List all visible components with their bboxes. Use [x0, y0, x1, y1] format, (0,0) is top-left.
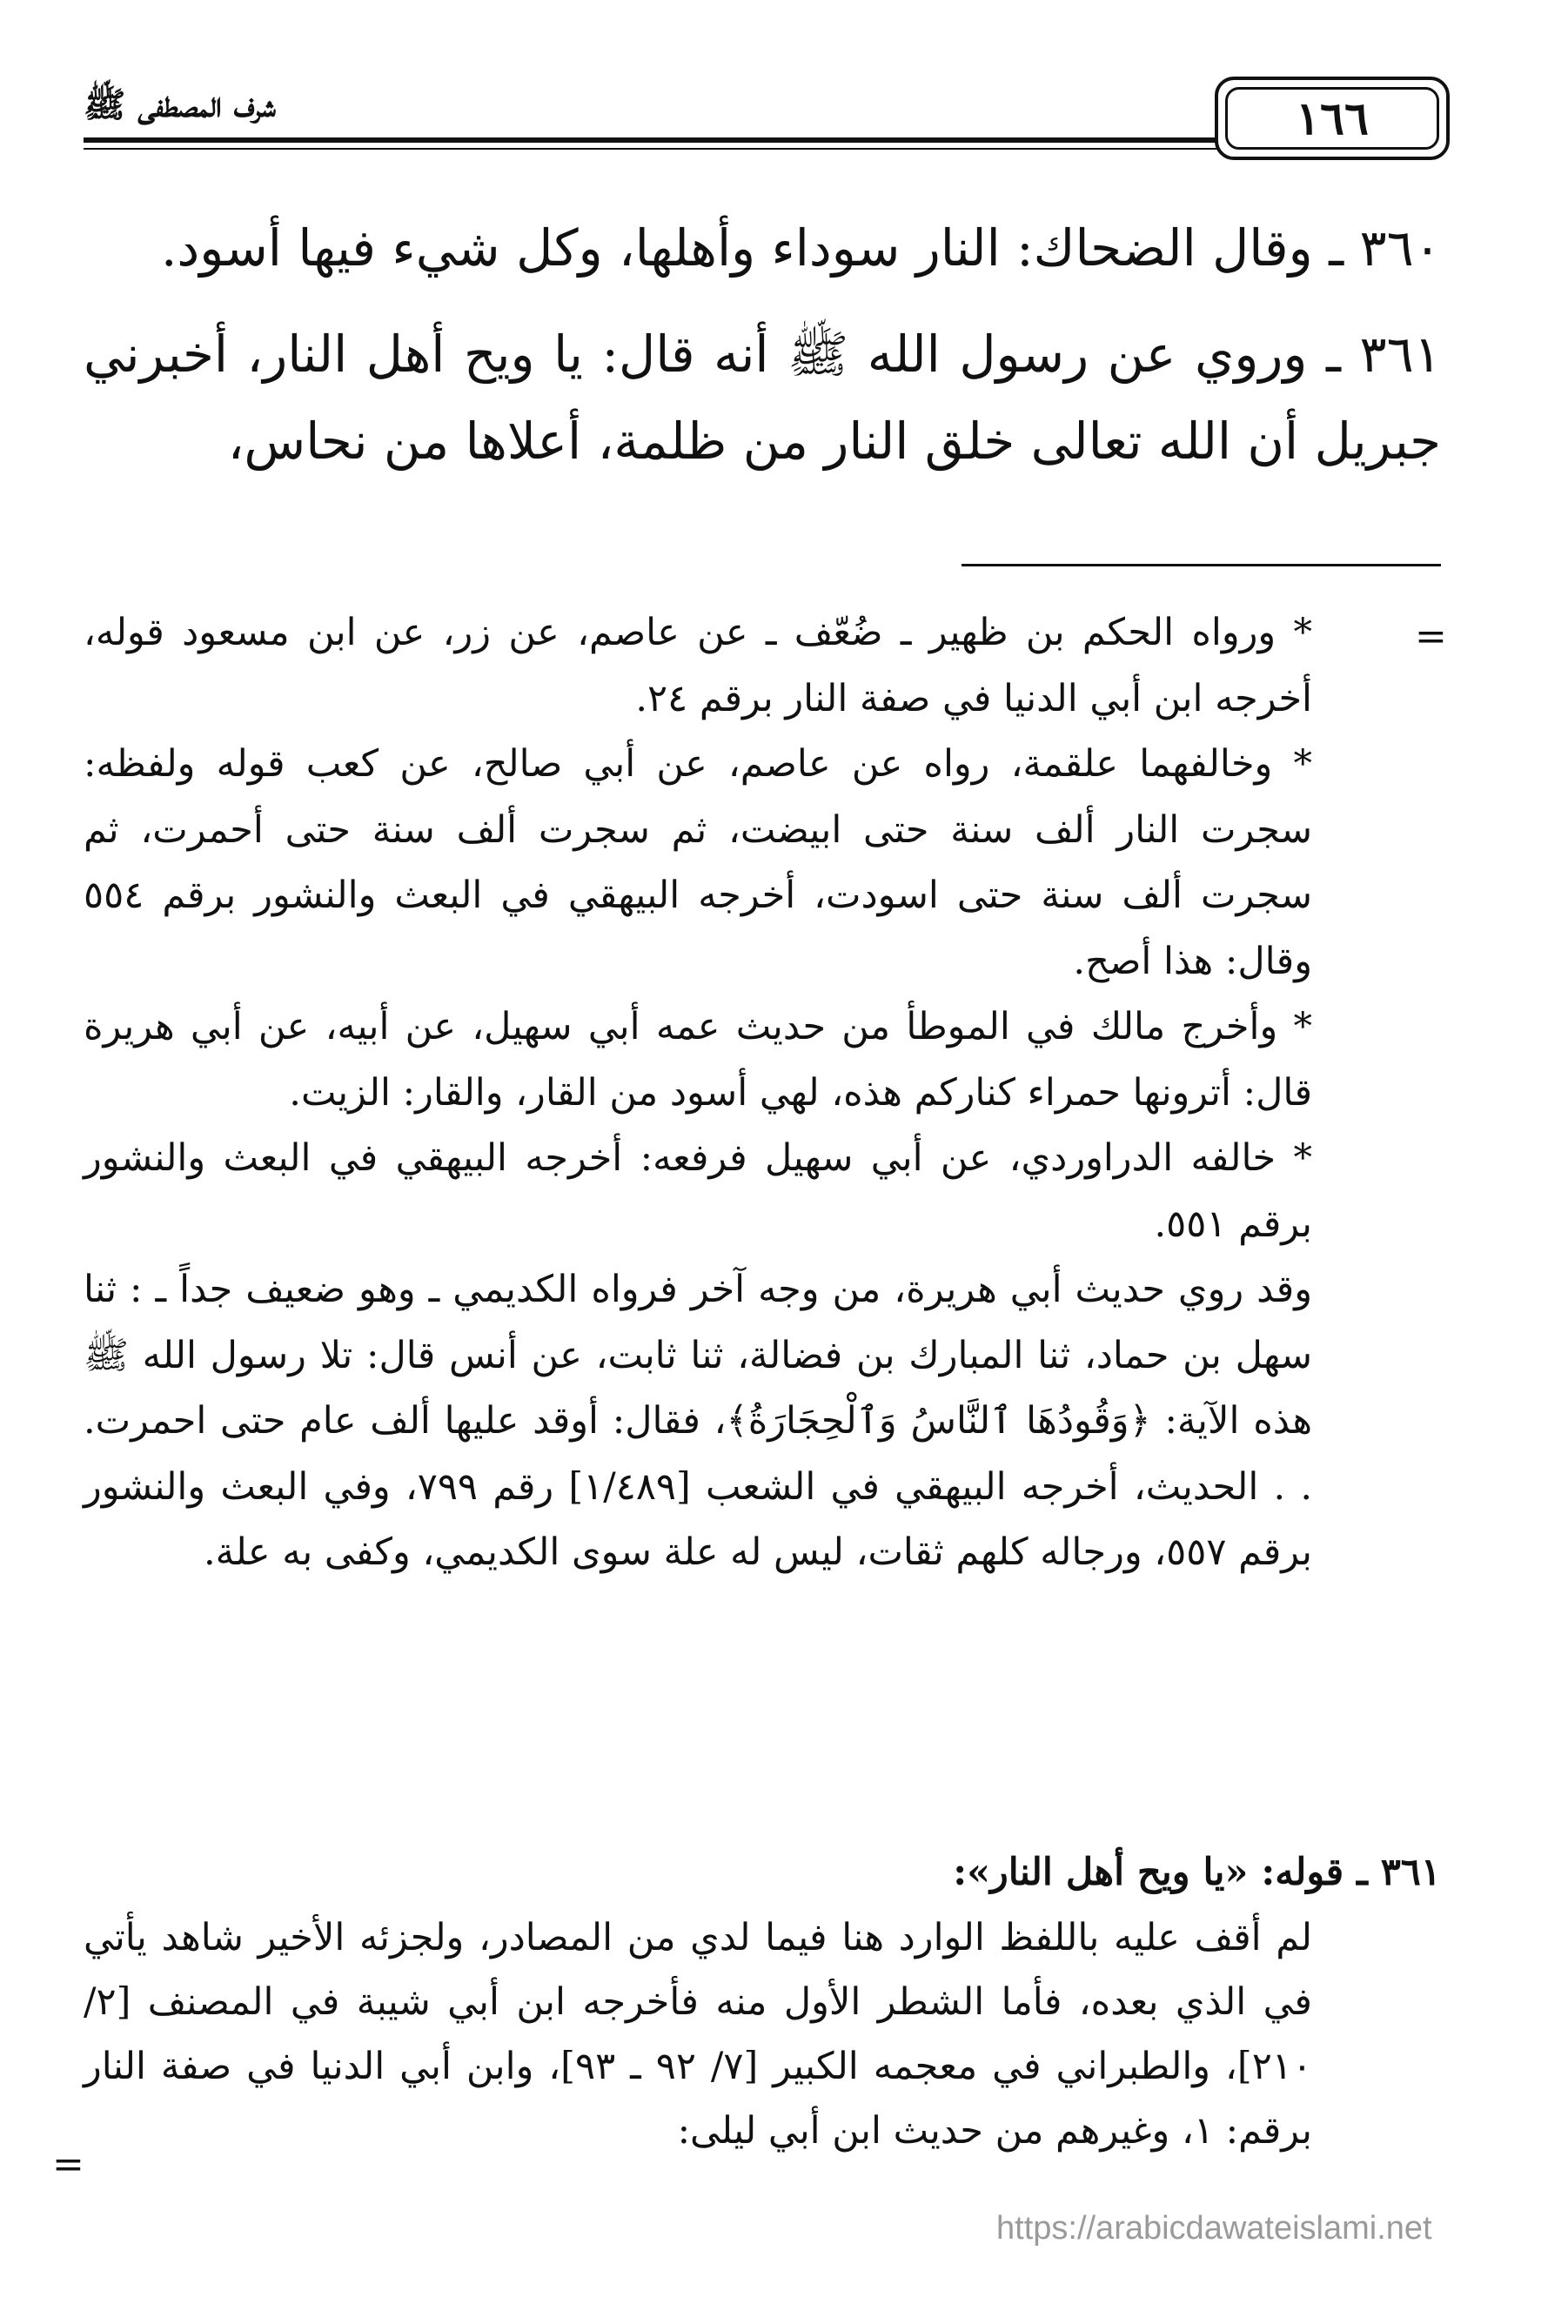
continuation-mark-top: = — [1415, 614, 1447, 659]
main-paragraph: ٣٦١ ـ وروي عن رسول الله ﷺ أنه قال: يا ويح أهل النار، أخبرني جبريل أن الله تعالى خلق النار من ظلمة، أعلاها من نحاس، — [84, 325, 1441, 471]
page-header — [84, 77, 1441, 172]
main-text — [84, 204, 1441, 504]
watermark-url: https://arabicdawateislami.net — [996, 2210, 1432, 2247]
footnotes — [84, 600, 1312, 1586]
footnote-paragraph: * وأخرج مالك في الموطأ من حديث عمه أبي سهيل، عن أبيه، عن أبي هريرة قال: أترونها حمراء كناركم هذه، لهي أسود من القار، والقار: الزيت. — [84, 1005, 1312, 1115]
page-number-box — [1215, 77, 1450, 160]
footnote-separator — [962, 564, 1441, 566]
footnote-ref-heading: ٣٦١ ـ قوله: «يا ويح أهل النار»: — [953, 1851, 1441, 1894]
book-title: شرف المصطفى ﷺ — [84, 84, 276, 125]
continuation-mark-bottom: = — [52, 2142, 84, 2187]
footnote-paragraph: لم أقف عليه باللفظ الوارد هنا فيما لدي من المصادر، ولجزئه الأخير شاهد يأتي في الذي بعده، فأما الشطر الأول منه فأخرجه ابن أبي شيبة في المصنف [٢/ ٢١٠]، والطبراني في معجمه الكبير [٧/ ٩٢ ـ ٩٣]، وابن أبي الدنيا في صفة النار برقم: ١، وغيرهم من حديث ابن أبي ليلى: — [84, 1916, 1312, 2153]
footnote-paragraph: * خالفه الدراوردي، عن أبي سهيل فرفعه: أخرجه البيهقي في البعث والنشور برقم ٥٥١. — [84, 1136, 1312, 1246]
footnote-paragraph: * ورواه الحكم بن ظهير ـ ضُعّف ـ عن عاصم، عن زر، عن ابن مسعود قوله، أخرجه ابن أبي الدنيا في صفة النار برقم ٢٤. — [84, 611, 1312, 720]
footnote-paragraph: وقد روي حديث أبي هريرة، من وجه آخر فرواه الكديمي ـ وهو ضعيف جداً ـ : ثنا سهل بن حماد، ثنا المبارك بن فضالة، ثنا ثابت، عن أنس قال: تلا رسول الله ﷺ هذه الآية: ﴿وَقُودُهَا ٱلنَّاسُ وَٱلْحِجَارَةُ﴾، فقال: أوقد عليها ألف عام حتى احمرت. . . الحديث، أخرجه البيهقي في الشعب [١/٤٨٩] رقم ٧٩٩، وفي البعث والنشور برقم ٥٥٧، ورجاله كلهم ثقات، ليس له علة سوى الكديمي، وكفى به علة. — [84, 1268, 1312, 1574]
page-number: ١٦٦ — [1225, 87, 1439, 150]
footnote-ref-body — [84, 1905, 1312, 2163]
footnote-paragraph: * وخالفهما علقمة، رواه عن عاصم، عن أبي صالح، عن كعب قوله ولفظه: سجرت النار ألف سنة حتى ابيضت، ثم سجرت ألف سنة حتى أحمرت، ثم سجرت ألف سنة حتى اسودت، أخرجه البيهقي في البعث والنشور برقم ٥٥٤ وقال: هذا أصح. — [84, 742, 1312, 983]
main-paragraph: ٣٦٠ ـ وقال الضحاك: النار سوداء وأهلها، وكل شيء فيها أسود. — [160, 218, 1441, 278]
